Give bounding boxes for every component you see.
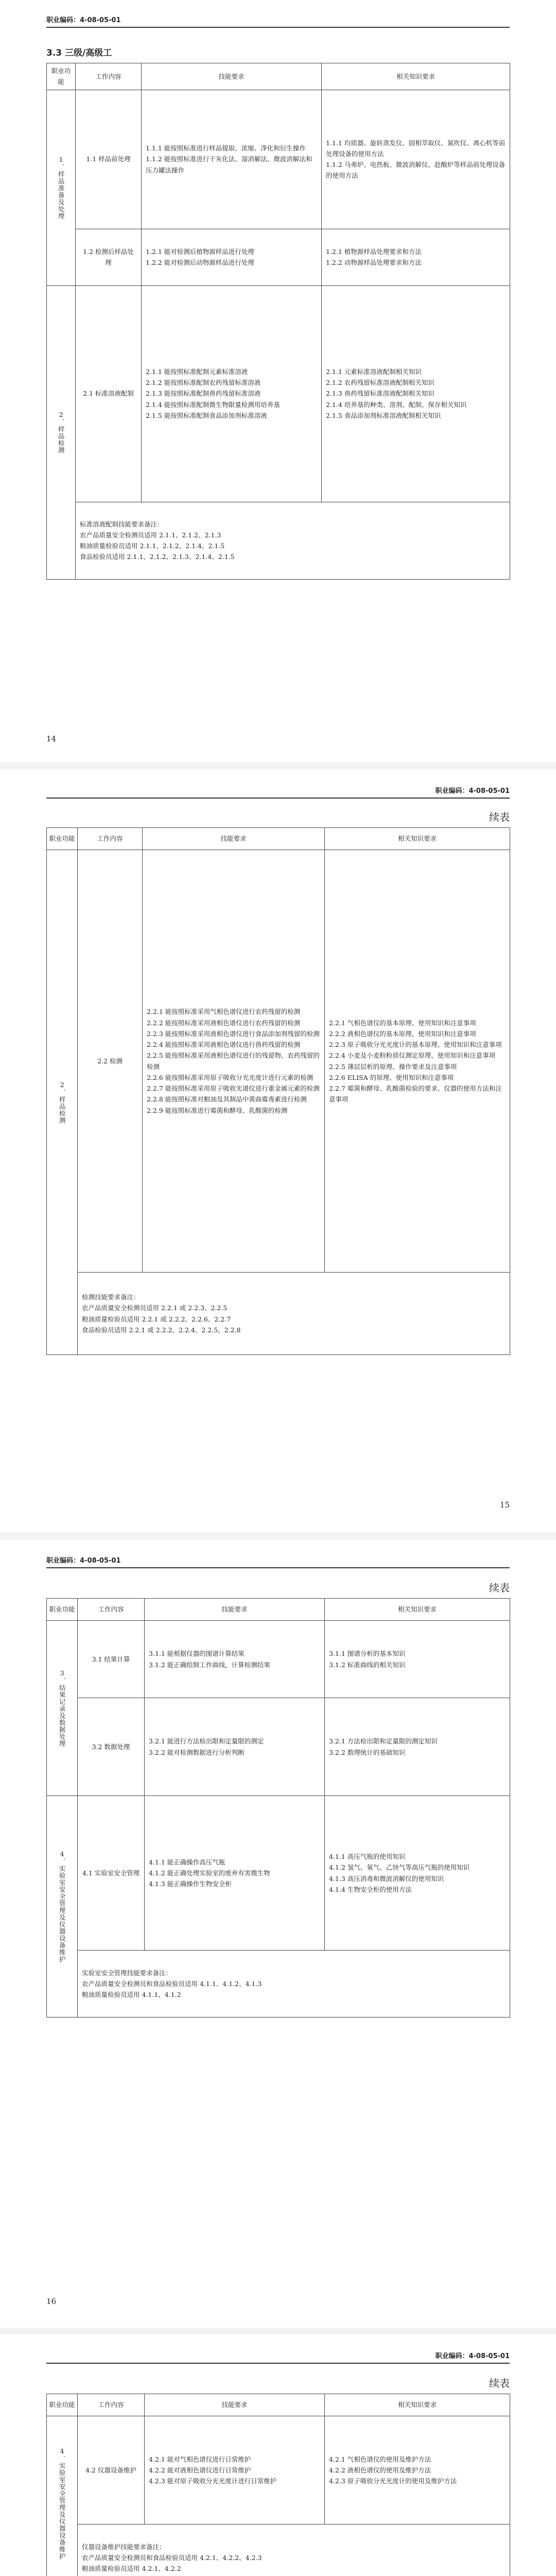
page-separator (0, 1532, 556, 1539)
header-code: 职业编码：4-08-05-01 (435, 787, 510, 795)
col-knowledge: 相关知识要求 (325, 828, 510, 850)
col-skill: 技能要求 (145, 2394, 325, 2416)
col-content: 工作内容 (78, 1599, 145, 1621)
content-cell: 3.2 数据处理 (78, 1698, 145, 1796)
knowledge-cell: 3.2.1 方法检出限和定量限的测定知识 3.2.2 数理统计的基础知识 (325, 1698, 510, 1796)
note-cell: 实验室安全管理技能要求备注： 农产品质量安全检测员和食品检验员适用 4.1.1、4.1.2、4.1.3 粮油质量检验员适用 4.1.1、4.1.2 (78, 1951, 510, 2018)
knowledge-cell: 2.1.1 元素标准溶液配制相关知识 2.1.2 农药残留标准溶液配制相关知识 2.1.3 兽药残留标准溶液配制相关知识 2.1.4 培养基的种类、溶剂、配制、保存相关知识 2.1.5 食品添加剂标准溶液配制相关知识 (322, 285, 510, 502)
col-knowledge: 相关知识要求 (322, 63, 510, 90)
skill-cell: 2.2.1 能按照标准采用气相色谱仪进行农药残留的检测 2.2.2 能按照标准采用液相色谱仪进行农药残留的检测 2.2.3 能按照标准采用液相色谱仪进行食品添加剂残留的检测 2.2.4 能按照标准采用液相色谱仪进行兽药残留的检测 2.2.5 能按照标准采用液相色谱仪进行的残留物、农药残留的检测 2.2.6 能按照标准采用原子吸收分光光度计进行元素的检测 2.2.7 能按照标准采用原子吸收光谱仪进行重金属元素的检测 2.2.8 能按照标准对粮油及其制品中黄曲霉毒素进行检测 2.2.9 能按照标准进行霉菌和酵母、乳酸菌的检测 (143, 850, 325, 1273)
note-cell: 标准溶液配制技能要求备注： 农产品质量安全检测员适用 2.1.1、2.1.2、2.1.3 粮油质量检验员适用 2.1.1、2.1.2、2.1.4、2.1.5 食品检验员适用 2.1.1、2.1.2、2.1.3、2.1.4、2.1.5 (76, 502, 510, 579)
knowledge-cell: 1.2.1 植物源样品处理要求和方法 1.2.2 动物源样品处理要求和方法 (322, 229, 510, 285)
page-number: 16 (46, 2297, 57, 2306)
skill-cell: 1.2.1 能对检测后植物源样品进行处理 1.2.2 能对检测后动物源样品进行处理 (142, 229, 322, 285)
content-cell: 3.1 结果计算 (78, 1621, 145, 1698)
knowledge-cell: 3.1.1 图谱分析的基本知识 3.1.2 标准曲线的相关知识 (325, 1621, 510, 1698)
skill-cell: 4.1.1 能正确操作高压气瓶 4.1.2 能正确处理实验室的废弃有害微生物 4.1.3 能正确操作生物安全柜 (145, 1796, 325, 1951)
continued-label: 续表 (489, 811, 510, 823)
col-func: 职业功能 (47, 1599, 78, 1621)
col-func: 职业功能 (47, 828, 78, 850)
page-separator (0, 2328, 556, 2335)
content-cell: 1.1 样品前处理 (76, 90, 142, 229)
header-code: 职业编码：4-08-05-01 (46, 1557, 121, 1565)
col-content: 工作内容 (78, 2394, 145, 2416)
col-skill: 技能要求 (142, 63, 322, 90)
col-skill: 技能要求 (145, 1599, 325, 1621)
col-func: 职业功能 (47, 2394, 78, 2416)
knowledge-cell: 4.2.1 气相色谱仪的使用及维护方法 4.2.2 液相色谱仪的使用及维护方法 4.2.3 原子吸收分光光度计的使用及维护方法 (325, 2416, 510, 2524)
skill-cell: 3.1.1 能根据仪器的图谱计算结果 3.1.2 能正确绘制工作曲线，计算检测结果 (145, 1621, 325, 1698)
note-cell: 仪器设备维护技能要求备注： 农产品质量安全检测员和食品检验员适用 4.2.1、4.2.2、4.2.3 粮油质量检验员适用 4.2.1、4.2.2 (78, 2524, 510, 2576)
skill-table (46, 1598, 510, 2018)
skill-table (46, 2394, 510, 2576)
section-title: 3.3 三级/高级工 (46, 48, 112, 58)
func-label: 4．实验室安全管理及仪器设备维护 (58, 2447, 66, 2560)
page-16 (15, 1539, 541, 2328)
knowledge-cell: 1.1.1 均质器、旋转蒸发仪、固相萃取仪、氮吹仪、离心机等前处理设备的使用方法 1.1.2 马弗炉、电热板、微波消解仪、赶酸炉等样品前处理设备的使用方法 (322, 90, 510, 229)
skill-cell: 2.1.1 能按照标准配制元素标准溶液 2.1.2 能按照标准配制农药残留标准溶液 2.1.3 能按照标准配制兽药残留标准溶液 2.1.4 能按照标准配制微生物限量检测用培养基 2.1.5 能按照标准配制食品添加剂标准溶液 (142, 285, 322, 502)
header-rule (46, 2363, 510, 2364)
page-15 (15, 770, 541, 1532)
page-number: 15 (499, 1500, 510, 1510)
knowledge-cell: 2.2.1 气相色谱仪的基本原理、使用知识和注意事项 2.2.2 液相色谱仪的基本原理、使用知识和注意事项 2.2.3 原子吸收分光光度计的基本原理、使用知识和注意事项 2.2.4 小麦及小麦粉粉质仪测定原理、使用知识和注意事项 2.2.5 薄层层析的原理、操作要求及注意事项 2.2.6 ELISA 的原理、使用知识和注意事项 2.2.7 霉菌和酵母、乳酸菌检验的要求、仪器的使用方法和注意事项 (325, 850, 510, 1273)
content-cell: 4.1 实验室安全管理 (78, 1796, 145, 1951)
skill-cell: 4.2.1 能对气相色谱仪进行日常维护 4.2.2 能对液相色谱仪进行日常维护 4.2.3 能对原子吸收分光光度计进行日常维护 (145, 2416, 325, 2524)
knowledge-cell: 4.1.1 高压气瓶的使用知识 4.1.2 氢气、氧气、乙炔气等高压气瓶的使用知识 4.1.3 高压消毒和微波消解仪的使用知识 4.1.4 生物安全柜的使用方法 (325, 1796, 510, 1951)
note-cell: 检测技能要求备注： 农产品质量安全检测员适用 2.2.1 或 2.2.3、2.2.5 粮油质量检验员适用 2.2.1 或 2.2.2、2.2.6、2.2.7 食品检验员适用 2.2.1 或 2.2.2、2.2.4、2.2.5、2.2.8 (78, 1273, 510, 1355)
col-func: 职业功能 (47, 63, 76, 90)
func-label: 4．实验室安全管理及仪器设备维护 (58, 1850, 66, 1963)
col-knowledge: 相关知识要求 (325, 1599, 510, 1621)
content-cell: 4.2 仪器设备维护 (78, 2416, 145, 2524)
func-label: 1．样品准备及处理 (57, 156, 65, 219)
skill-cell: 3.2.1 能进行方法检出限和定量限的测定 3.2.2 能对检测数据进行分析判断 (145, 1698, 325, 1796)
header-rule (46, 798, 510, 799)
page-14 (15, 0, 541, 762)
page-separator (0, 762, 556, 770)
skill-table (46, 827, 510, 1355)
func-label: 2．样品检测 (57, 411, 65, 454)
skill-cell: 1.1.1 能按照标准进行样品提取、浓缩、净化和衍生操作 1.1.2 能按照标准进行干灰化法、湿消解法、微波消解法和压力罐法操作 (142, 90, 322, 229)
page-17 (15, 2335, 541, 2576)
skill-table (46, 63, 510, 580)
func-label: 3．结果记录及数据处理 (58, 1669, 66, 1747)
header-rule (46, 27, 510, 28)
continued-label: 续表 (489, 2377, 510, 2389)
col-knowledge: 相关知识要求 (325, 2394, 510, 2416)
continued-label: 续表 (489, 1582, 510, 1594)
content-cell: 2.1 标准溶液配制 (76, 285, 142, 502)
col-skill: 技能要求 (143, 828, 325, 850)
page-number: 14 (46, 734, 57, 743)
content-cell: 2.2 检测 (78, 850, 143, 1273)
header-code: 职业编码：4-08-05-01 (46, 16, 121, 24)
content-cell: 1.2 检测后样品处理 (76, 229, 142, 285)
header-rule (46, 1567, 510, 1568)
col-content: 工作内容 (76, 63, 142, 90)
func-label: 2．样品检测 (58, 1080, 66, 1124)
col-content: 工作内容 (78, 828, 143, 850)
header-code: 职业编码：4-08-05-01 (435, 2352, 510, 2360)
